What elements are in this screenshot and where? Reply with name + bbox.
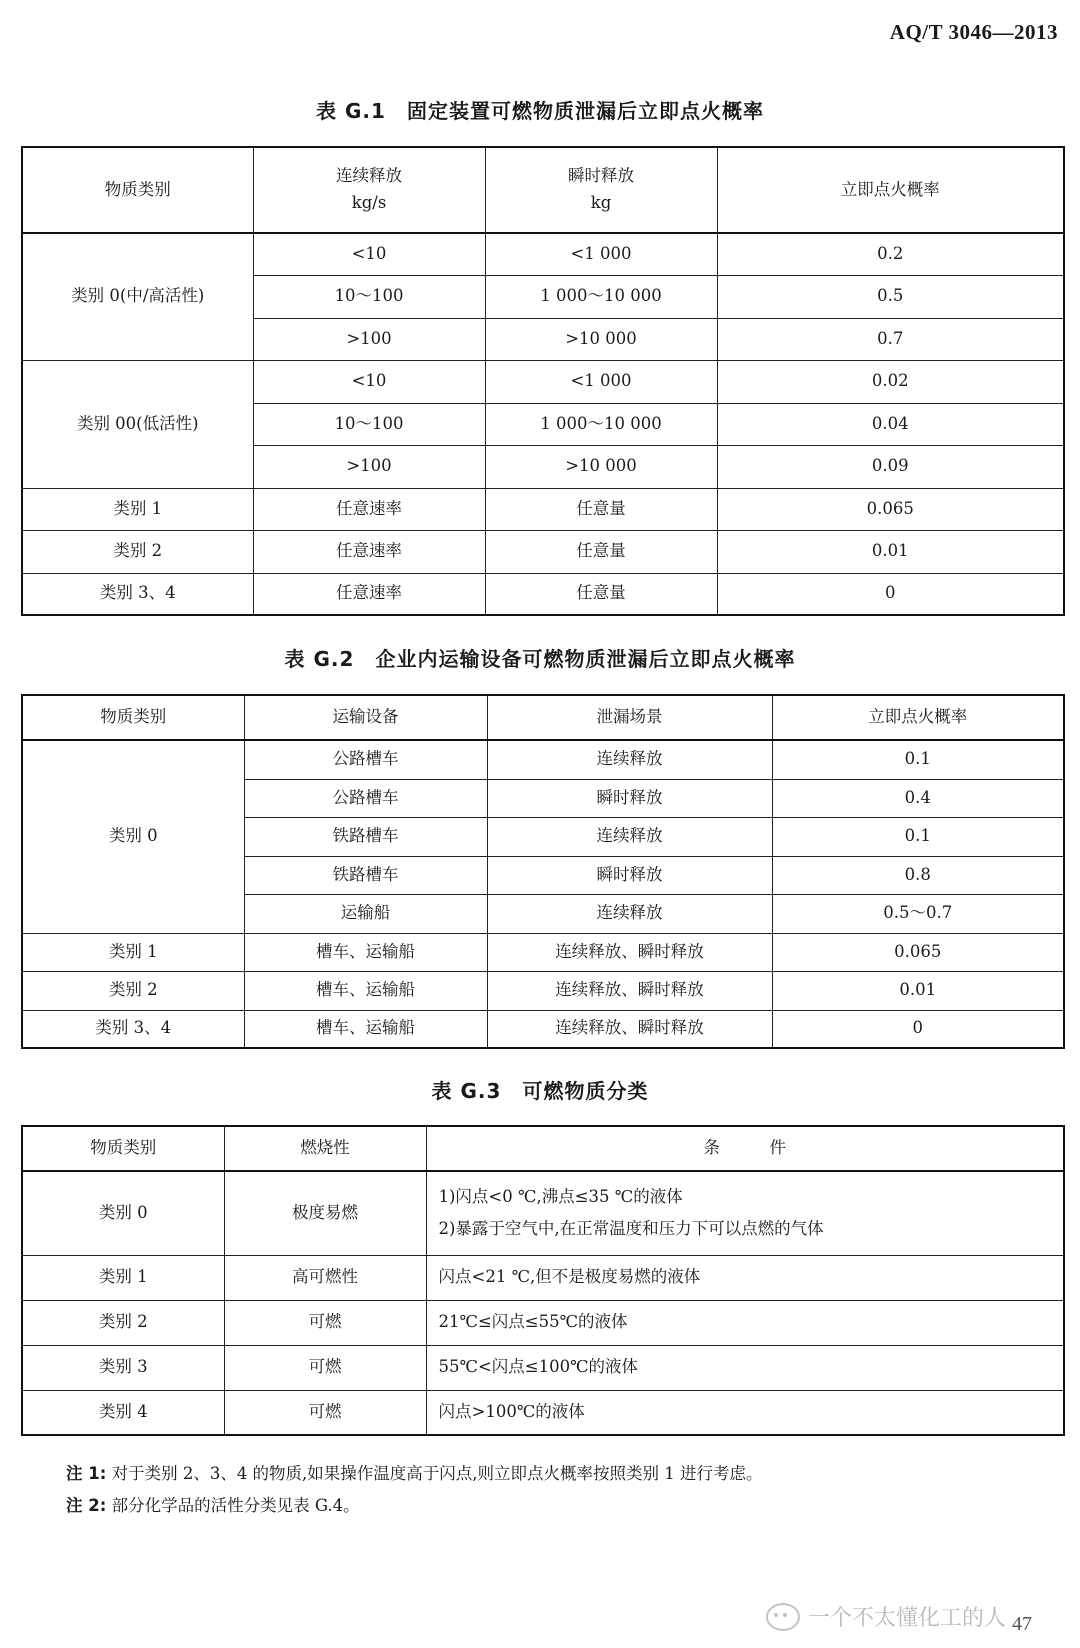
table-row [22, 1255, 1064, 1300]
category-cell: 类别 1 [22, 488, 253, 530]
table-row [22, 1171, 1064, 1255]
watermark-text: 一个不太懂化工的人 [807, 1606, 1006, 1631]
probability-cell: 0.4 [772, 779, 1064, 817]
continuous-cell: 任意速率 [253, 573, 485, 615]
flammability-cell: 可燃 [224, 1345, 426, 1390]
scenario-cell: 连续释放、瞬时释放 [487, 971, 772, 1010]
probability-cell: 0 [772, 1010, 1064, 1048]
probability-cell: 0.01 [772, 971, 1064, 1010]
equipment-cell: 运输船 [244, 894, 487, 933]
watermark [766, 1601, 1006, 1632]
probability-cell: 0.01 [717, 530, 1064, 573]
equipment-cell: 槽车、运输船 [244, 1010, 487, 1048]
category-cell: 类别 2 [22, 530, 253, 573]
scenario-cell: 瞬时释放 [487, 856, 772, 894]
table-g1-header-probability: 立即点火概率 [717, 147, 1064, 233]
probability-cell: 0.2 [717, 233, 1064, 275]
table-g2-header-probability: 立即点火概率 [772, 695, 1064, 740]
table-g1-header-instant: 瞬时释放 kg [485, 147, 717, 233]
continuous-cell: >100 [253, 445, 485, 488]
table-row [22, 360, 1064, 403]
instant-cell: 1 000～10 000 [485, 275, 717, 318]
instant-cell: 任意量 [485, 488, 717, 530]
flammability-cell: 高可燃性 [224, 1255, 426, 1300]
category-cell: 类别 4 [22, 1390, 224, 1435]
category-cell: 类别 3、4 [22, 1010, 244, 1048]
category-cell: 类别 0 [22, 740, 244, 933]
table-row [22, 1300, 1064, 1345]
scenario-cell: 连续释放 [487, 817, 772, 856]
note-1-text: 对于类别 2、3、4 的物质,如果操作温度高于闪点,则立即点火概率按照类别 1 进行考虑。 [111, 1464, 763, 1483]
table-row [22, 488, 1064, 530]
probability-cell: 0.04 [717, 403, 1064, 445]
table-g1-header-continuous: 连续释放 kg/s [253, 147, 485, 233]
category-cell: 类别 1 [22, 933, 244, 971]
flammability-cell: 极度易燃 [224, 1171, 426, 1255]
table-g1-title: 表 G.1 固定装置可燃物质泄漏后立即点火概率 [316, 99, 764, 123]
table-row [22, 530, 1064, 573]
note-1 [66, 1458, 763, 1490]
continuous-cell: 任意速率 [253, 530, 485, 573]
continuous-cell: <10 [253, 233, 485, 275]
table-row [22, 233, 1064, 275]
scenario-cell: 瞬时释放 [487, 779, 772, 817]
table-row [22, 1390, 1064, 1435]
category-cell: 类别 3 [22, 1345, 224, 1390]
condition-cell: 闪点>100℃的液体 [426, 1390, 1064, 1435]
probability-cell: 0.5～0.7 [772, 894, 1064, 933]
note-1-label: 注 1: [66, 1464, 107, 1483]
category-cell: 类别 0 [22, 1171, 224, 1255]
table-g2-header-category: 物质类别 [22, 695, 244, 740]
table-row [22, 971, 1064, 1010]
note-2-label: 注 2: [66, 1496, 107, 1515]
category-cell: 类别 3、4 [22, 573, 253, 615]
probability-cell: 0.5 [717, 275, 1064, 318]
flammability-cell: 可燃 [224, 1390, 426, 1435]
table-g1-header-category: 物质类别 [22, 147, 253, 233]
table-g3-header-row [22, 1126, 1064, 1171]
continuous-cell: >100 [253, 318, 485, 360]
probability-cell: 0.1 [772, 740, 1064, 779]
table-row [22, 933, 1064, 971]
category-cell: 类别 00(低活性) [22, 360, 253, 488]
category-cell: 类别 0(中/高活性) [22, 233, 253, 360]
table-g3-header-flammability: 燃烧性 [224, 1126, 426, 1171]
flammability-cell: 可燃 [224, 1300, 426, 1345]
table-g1-header-row [22, 147, 1064, 233]
instant-cell: >10 000 [485, 445, 717, 488]
continuous-cell: 任意速率 [253, 488, 485, 530]
page-number: 47 [1012, 1613, 1032, 1635]
probability-cell: 0.7 [717, 318, 1064, 360]
table-g2-title: 表 G.2 企业内运输设备可燃物质泄漏后立即点火概率 [284, 647, 796, 671]
table-row [22, 740, 1064, 779]
scenario-cell: 连续释放 [487, 894, 772, 933]
probability-cell: 0.8 [772, 856, 1064, 894]
equipment-cell: 槽车、运输船 [244, 971, 487, 1010]
table-row [22, 573, 1064, 615]
scenario-cell: 连续释放、瞬时释放 [487, 1010, 772, 1048]
instant-cell: <1 000 [485, 233, 717, 275]
table-g3 [21, 1125, 1065, 1436]
equipment-cell: 铁路槽车 [244, 817, 487, 856]
equipment-cell: 公路槽车 [244, 740, 487, 779]
notes [66, 1458, 763, 1522]
continuous-cell: <10 [253, 360, 485, 403]
table-row [22, 1345, 1064, 1390]
instant-cell: 1 000～10 000 [485, 403, 717, 445]
instant-cell: <1 000 [485, 360, 717, 403]
scenario-cell: 连续释放、瞬时释放 [487, 933, 772, 971]
wechat-icon [766, 1603, 800, 1631]
condition-cell [426, 1171, 1064, 1255]
table-g3-title: 表 G.3 可燃物质分类 [431, 1079, 649, 1103]
note-2 [66, 1490, 763, 1522]
note-2-text: 部分化学品的活性分类见表 G.4。 [111, 1496, 360, 1515]
standard-code: AQ/T 3046—2013 [889, 20, 1058, 44]
probability-cell: 0 [717, 573, 1064, 615]
condition-line: 1)闪点<0 ℃,沸点≤35 ℃的液体 [438, 1187, 683, 1207]
condition-cell: 闪点<21 ℃,但不是极度易燃的液体 [426, 1255, 1064, 1300]
equipment-cell: 槽车、运输船 [244, 933, 487, 971]
scenario-cell: 连续释放 [487, 740, 772, 779]
equipment-cell: 铁路槽车 [244, 856, 487, 894]
condition-line: 2)暴露于空气中,在正常温度和压力下可以点燃的气体 [438, 1219, 824, 1239]
instant-cell: 任意量 [485, 573, 717, 615]
table-g3-header-condition: 条 件 [426, 1126, 1064, 1171]
probability-cell: 0.065 [772, 933, 1064, 971]
table-g2-header-equipment: 运输设备 [244, 695, 487, 740]
probability-cell: 0.1 [772, 817, 1064, 856]
category-cell: 类别 2 [22, 1300, 224, 1345]
category-cell: 类别 2 [22, 971, 244, 1010]
condition-cell: 55℃<闪点≤100℃的液体 [426, 1345, 1064, 1390]
category-cell: 类别 1 [22, 1255, 224, 1300]
table-g1 [21, 146, 1065, 616]
equipment-cell: 公路槽车 [244, 779, 487, 817]
continuous-cell: 10～100 [253, 403, 485, 445]
table-g2-header-row [22, 695, 1064, 740]
instant-cell: >10 000 [485, 318, 717, 360]
table-row [22, 1010, 1064, 1048]
table-g3-header-category: 物质类别 [22, 1126, 224, 1171]
table-g2-header-scenario: 泄漏场景 [487, 695, 772, 740]
instant-cell: 任意量 [485, 530, 717, 573]
probability-cell: 0.09 [717, 445, 1064, 488]
probability-cell: 0.065 [717, 488, 1064, 530]
table-g2 [21, 694, 1065, 1049]
condition-cell: 21℃≤闪点≤55℃的液体 [426, 1300, 1064, 1345]
continuous-cell: 10～100 [253, 275, 485, 318]
probability-cell: 0.02 [717, 360, 1064, 403]
